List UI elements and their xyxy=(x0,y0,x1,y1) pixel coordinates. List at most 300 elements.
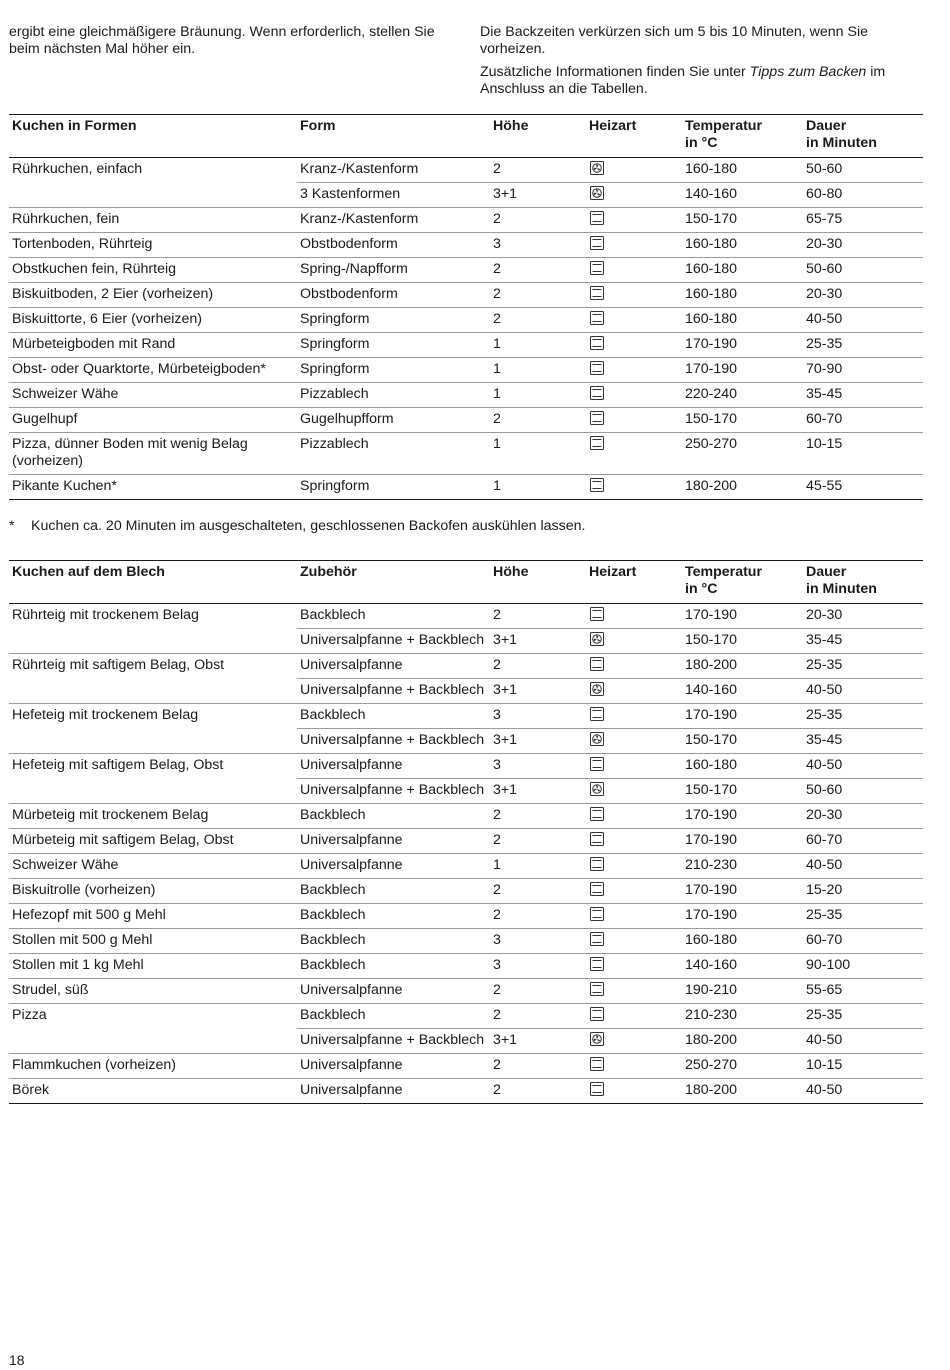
row-form: Universalpfanne xyxy=(297,1054,490,1079)
header-mode: Heizart xyxy=(586,561,682,604)
top-bottom-heat-icon xyxy=(590,932,604,946)
row-duration: 50-60 xyxy=(803,158,923,183)
hot-air-icon xyxy=(590,782,604,796)
row-height: 2 xyxy=(490,804,586,829)
row-name: Börek xyxy=(9,1079,297,1104)
top-bottom-heat-icon xyxy=(590,607,604,621)
row-form: Backblech xyxy=(297,604,490,629)
row-form: Springform xyxy=(297,333,490,358)
row-duration: 25-35 xyxy=(803,654,923,679)
row-height: 2 xyxy=(490,308,586,333)
table-header-row xyxy=(9,561,923,604)
row-height: 2 xyxy=(490,158,586,183)
row-name: Biskuitrolle (vorheizen) xyxy=(9,879,297,904)
row-mode xyxy=(586,1079,682,1104)
row-mode xyxy=(586,804,682,829)
row-mode xyxy=(586,358,682,383)
table-row xyxy=(9,258,923,283)
header-duration-line2: in Minuten xyxy=(806,135,877,151)
table-row xyxy=(9,704,923,729)
intro-text-part: Zusätzliche Informationen finden Sie unter xyxy=(480,64,750,80)
header-duration-line1: Dauer xyxy=(806,118,847,134)
row-form: Kranz-/Kastenform xyxy=(297,208,490,233)
row-form: Universalpfanne + Backblech xyxy=(297,779,490,804)
header-temperature-line2: in °C xyxy=(685,581,718,597)
row-name xyxy=(9,1029,297,1054)
top-bottom-heat-icon xyxy=(590,311,604,325)
row-form: Gugelhupfform xyxy=(297,408,490,433)
row-mode xyxy=(586,629,682,654)
row-form: Universalpfanne xyxy=(297,654,490,679)
row-duration: 70-90 xyxy=(803,358,923,383)
hot-air-icon xyxy=(590,632,604,646)
row-temperature: 170-190 xyxy=(682,333,803,358)
hot-air-icon xyxy=(590,161,604,175)
row-temperature: 150-170 xyxy=(682,408,803,433)
row-height: 3 xyxy=(490,754,586,779)
table-row xyxy=(9,829,923,854)
row-height: 2 xyxy=(490,1079,586,1104)
row-form: Backblech xyxy=(297,1004,490,1029)
row-temperature: 180-200 xyxy=(682,654,803,679)
table-row xyxy=(9,408,923,433)
header-height: Höhe xyxy=(490,115,586,158)
row-name: Stollen mit 1 kg Mehl xyxy=(9,954,297,979)
row-height: 1 xyxy=(490,358,586,383)
row-mode xyxy=(586,233,682,258)
table-row xyxy=(9,879,923,904)
row-duration: 45-55 xyxy=(803,475,923,500)
row-temperature: 160-180 xyxy=(682,754,803,779)
row-temperature: 160-180 xyxy=(682,258,803,283)
row-temperature: 170-190 xyxy=(682,879,803,904)
row-duration: 25-35 xyxy=(803,704,923,729)
row-name: Biskuitboden, 2 Eier (vorheizen) xyxy=(9,283,297,308)
row-temperature: 170-190 xyxy=(682,904,803,929)
row-temperature: 150-170 xyxy=(682,629,803,654)
row-duration: 55-65 xyxy=(803,979,923,1004)
header-duration xyxy=(803,115,923,158)
table-row xyxy=(9,1029,923,1054)
row-temperature: 150-170 xyxy=(682,779,803,804)
row-height: 2 xyxy=(490,879,586,904)
row-mode xyxy=(586,158,682,183)
row-mode xyxy=(586,475,682,500)
row-mode xyxy=(586,679,682,704)
row-height: 1 xyxy=(490,475,586,500)
row-temperature: 250-270 xyxy=(682,433,803,475)
intro-left-paragraph: ergibt eine gleichmäßigere Bräunung. Wenn erforderlich, stellen Sie beim nächsten Mal höher ein. xyxy=(9,24,435,57)
row-height: 1 xyxy=(490,383,586,408)
row-name: Hefeteig mit saftigem Belag, Obst xyxy=(12,757,224,773)
row-height: 2 xyxy=(490,829,586,854)
row-duration: 40-50 xyxy=(803,308,923,333)
row-mode xyxy=(586,258,682,283)
table-row xyxy=(9,654,923,679)
row-duration: 20-30 xyxy=(803,804,923,829)
row-temperature: 150-170 xyxy=(682,729,803,754)
top-bottom-heat-icon xyxy=(590,907,604,921)
row-form: Universalpfanne + Backblech xyxy=(297,679,490,704)
row-form: Universalpfanne + Backblech xyxy=(297,629,490,654)
row-mode xyxy=(586,954,682,979)
top-bottom-heat-icon xyxy=(590,882,604,896)
row-temperature: 210-230 xyxy=(682,1004,803,1029)
row-mode xyxy=(586,654,682,679)
top-bottom-heat-icon xyxy=(590,336,604,350)
row-mode xyxy=(586,779,682,804)
hot-air-icon xyxy=(590,682,604,696)
row-duration: 40-50 xyxy=(803,854,923,879)
row-name xyxy=(9,629,297,654)
table-header-row xyxy=(9,115,923,158)
row-temperature: 160-180 xyxy=(682,929,803,954)
row-temperature: 150-170 xyxy=(682,208,803,233)
row-name: Gugelhupf xyxy=(9,408,297,433)
row-temperature: 140-160 xyxy=(682,954,803,979)
row-mode xyxy=(586,979,682,1004)
row-duration: 65-75 xyxy=(803,208,923,233)
row-name: Hefezopf mit 500 g Mehl xyxy=(9,904,297,929)
row-mode xyxy=(586,208,682,233)
row-form: Universalpfanne xyxy=(297,829,490,854)
row-temperature: 160-180 xyxy=(682,308,803,333)
header-mode: Heizart xyxy=(586,115,682,158)
top-bottom-heat-icon xyxy=(590,657,604,671)
table-row xyxy=(9,729,923,754)
row-name: Rührkuchen, fein xyxy=(9,208,297,233)
row-height: 2 xyxy=(490,1004,586,1029)
row-form: Springform xyxy=(297,308,490,333)
row-height: 3+1 xyxy=(490,729,586,754)
footnote xyxy=(9,518,923,538)
table-row xyxy=(9,183,923,208)
row-name xyxy=(9,779,297,804)
row-form: Backblech xyxy=(297,879,490,904)
row-form: Springform xyxy=(297,475,490,500)
table-row xyxy=(9,158,923,183)
header-temperature-line1: Temperatur xyxy=(685,118,762,134)
header-height: Höhe xyxy=(490,561,586,604)
row-form: Universalpfanne + Backblech xyxy=(297,729,490,754)
row-form: Pizzablech xyxy=(297,433,490,475)
row-duration: 60-80 xyxy=(803,183,923,208)
row-temperature: 250-270 xyxy=(682,1054,803,1079)
row-mode xyxy=(586,1054,682,1079)
row-mode xyxy=(586,854,682,879)
header-name: Kuchen in Formen xyxy=(9,115,297,158)
row-temperature: 170-190 xyxy=(682,804,803,829)
table-row xyxy=(9,804,923,829)
row-mode xyxy=(586,704,682,729)
intro-text-part: im Anschluss an die Tabellen. xyxy=(480,64,886,97)
tips-reference: Tipps zum Backen xyxy=(749,64,867,80)
top-bottom-heat-icon xyxy=(590,807,604,821)
row-mode xyxy=(586,1029,682,1054)
table-body xyxy=(9,158,923,500)
hot-air-icon xyxy=(590,186,604,200)
footnote-mark: * xyxy=(9,518,15,534)
table-row xyxy=(9,854,923,879)
row-name: Schweizer Wähe xyxy=(9,854,297,879)
row-duration: 25-35 xyxy=(803,904,923,929)
row-name: Flammkuchen (vorheizen) xyxy=(9,1054,297,1079)
row-height: 3+1 xyxy=(490,183,586,208)
row-height: 1 xyxy=(490,854,586,879)
row-duration: 35-45 xyxy=(803,383,923,408)
top-bottom-heat-icon xyxy=(590,361,604,375)
row-height: 2 xyxy=(490,904,586,929)
row-temperature: 170-190 xyxy=(682,829,803,854)
row-duration: 40-50 xyxy=(803,754,923,779)
row-form: Pizzablech xyxy=(297,383,490,408)
row-form: Universalpfanne xyxy=(297,1079,490,1104)
row-duration: 25-35 xyxy=(803,1004,923,1029)
row-duration: 60-70 xyxy=(803,408,923,433)
row-mode xyxy=(586,183,682,208)
row-mode xyxy=(586,308,682,333)
row-mode xyxy=(586,754,682,779)
row-form: Kranz-/Kastenform xyxy=(297,158,490,183)
row-mode xyxy=(586,729,682,754)
row-duration: 60-70 xyxy=(803,829,923,854)
table-row xyxy=(9,433,923,475)
row-name: Mürbeteig mit saftigem Belag, Obst xyxy=(9,829,297,854)
row-height: 2 xyxy=(490,258,586,283)
table-row xyxy=(9,679,923,704)
row-duration: 35-45 xyxy=(803,629,923,654)
table-row xyxy=(9,308,923,333)
top-bottom-heat-icon xyxy=(590,261,604,275)
row-form: Backblech xyxy=(297,704,490,729)
cakes-in-tins-table xyxy=(9,114,923,500)
row-mode xyxy=(586,904,682,929)
row-name xyxy=(9,183,297,208)
row-duration: 50-60 xyxy=(803,779,923,804)
page-number: 18 xyxy=(9,1352,25,1368)
row-height: 3+1 xyxy=(490,779,586,804)
row-name: Rührteig mit trockenem Belag xyxy=(12,607,199,623)
table-row xyxy=(9,283,923,308)
row-name: Tortenboden, Rührteig xyxy=(9,233,297,258)
intro-text xyxy=(9,24,923,104)
row-mode xyxy=(586,283,682,308)
header-temperature xyxy=(682,115,803,158)
row-duration: 40-50 xyxy=(803,1079,923,1104)
intro-left-column xyxy=(9,24,459,64)
row-name: Obst- oder Quarktorte, Mürbeteigboden* xyxy=(9,358,297,383)
row-mode xyxy=(586,879,682,904)
intro-right-paragraph-1: Die Backzeiten verkürzen sich um 5 bis 10 Minuten, wenn Sie vorheizen. xyxy=(480,24,868,57)
row-height: 3+1 xyxy=(490,679,586,704)
top-bottom-heat-icon xyxy=(590,757,604,771)
row-name: Mürbeteig mit trockenem Belag xyxy=(9,804,297,829)
row-name: Schweizer Wähe xyxy=(9,383,297,408)
row-form: Universalpfanne xyxy=(297,754,490,779)
row-height: 2 xyxy=(490,979,586,1004)
table-row xyxy=(9,754,923,779)
row-mode xyxy=(586,829,682,854)
row-form: Backblech xyxy=(297,904,490,929)
row-height: 3 xyxy=(490,233,586,258)
row-duration: 90-100 xyxy=(803,954,923,979)
table-row xyxy=(9,779,923,804)
top-bottom-heat-icon xyxy=(590,707,604,721)
intro-right-column xyxy=(480,24,923,104)
top-bottom-heat-icon xyxy=(590,211,604,225)
row-temperature: 190-210 xyxy=(682,979,803,1004)
header-accessory: Zubehör xyxy=(297,561,490,604)
row-duration: 10-15 xyxy=(803,1054,923,1079)
header-duration-line1: Dauer xyxy=(806,564,847,580)
row-duration: 40-50 xyxy=(803,679,923,704)
row-temperature: 210-230 xyxy=(682,854,803,879)
row-height: 3 xyxy=(490,704,586,729)
row-name: Hefeteig mit trockenem Belag xyxy=(12,707,199,723)
row-name: Pizza xyxy=(12,1007,47,1023)
top-bottom-heat-icon xyxy=(590,478,604,492)
table-row xyxy=(9,629,923,654)
row-temperature: 180-200 xyxy=(682,1079,803,1104)
row-temperature: 170-190 xyxy=(682,704,803,729)
row-height: 2 xyxy=(490,654,586,679)
row-form: Universalpfanne + Backblech xyxy=(297,1029,490,1054)
row-form: Springform xyxy=(297,358,490,383)
row-mode xyxy=(586,333,682,358)
row-form: Obstbodenform xyxy=(297,233,490,258)
row-temperature: 180-200 xyxy=(682,1029,803,1054)
top-bottom-heat-icon xyxy=(590,1057,604,1071)
row-duration: 15-20 xyxy=(803,879,923,904)
table-row xyxy=(9,929,923,954)
row-duration: 50-60 xyxy=(803,258,923,283)
row-height: 1 xyxy=(490,433,586,475)
row-name: Stollen mit 500 g Mehl xyxy=(9,929,297,954)
row-temperature: 140-160 xyxy=(682,679,803,704)
table-row xyxy=(9,358,923,383)
row-name: Mürbeteigboden mit Rand xyxy=(9,333,297,358)
top-bottom-heat-icon xyxy=(590,436,604,450)
row-height: 2 xyxy=(490,604,586,629)
top-bottom-heat-icon xyxy=(590,982,604,996)
top-bottom-heat-icon xyxy=(590,857,604,871)
table-row xyxy=(9,233,923,258)
row-mode xyxy=(586,408,682,433)
cakes-on-tray-table xyxy=(9,560,923,1104)
row-duration: 20-30 xyxy=(803,604,923,629)
top-bottom-heat-icon xyxy=(590,1007,604,1021)
row-duration: 20-30 xyxy=(803,283,923,308)
table-row xyxy=(9,475,923,500)
table-body xyxy=(9,604,923,1104)
row-form: Universalpfanne xyxy=(297,854,490,879)
row-temperature: 160-180 xyxy=(682,283,803,308)
row-duration: 10-15 xyxy=(803,433,923,475)
table-row xyxy=(9,208,923,233)
row-name: Rührkuchen, einfach xyxy=(12,161,143,177)
row-height: 1 xyxy=(490,333,586,358)
row-name: Pizza, dünner Boden mit wenig Belag (vorheizen) xyxy=(9,433,297,475)
row-form: 3 Kastenformen xyxy=(297,183,490,208)
row-form: Backblech xyxy=(297,954,490,979)
row-duration: 35-45 xyxy=(803,729,923,754)
header-name: Kuchen auf dem Blech xyxy=(9,561,297,604)
row-height: 2 xyxy=(490,283,586,308)
top-bottom-heat-icon xyxy=(590,411,604,425)
table-row xyxy=(9,1004,923,1029)
row-mode xyxy=(586,604,682,629)
row-form: Obstbodenform xyxy=(297,283,490,308)
row-temperature: 160-180 xyxy=(682,233,803,258)
row-height: 3 xyxy=(490,954,586,979)
row-name: Pikante Kuchen* xyxy=(9,475,297,500)
row-temperature: 170-190 xyxy=(682,358,803,383)
top-bottom-heat-icon xyxy=(590,1082,604,1096)
row-height: 3 xyxy=(490,929,586,954)
header-temperature-line2: in °C xyxy=(685,135,718,151)
row-name: Rührteig mit saftigem Belag, Obst xyxy=(12,657,225,673)
row-duration: 60-70 xyxy=(803,929,923,954)
row-mode xyxy=(586,433,682,475)
top-bottom-heat-icon xyxy=(590,957,604,971)
row-name xyxy=(9,679,297,704)
hot-air-icon xyxy=(590,732,604,746)
row-name: Biskuittorte, 6 Eier (vorheizen) xyxy=(9,308,297,333)
row-name xyxy=(9,729,297,754)
intro-right-paragraph-2 xyxy=(480,64,923,98)
row-height: 2 xyxy=(490,1054,586,1079)
row-form: Spring-/Napfform xyxy=(297,258,490,283)
row-temperature: 220-240 xyxy=(682,383,803,408)
row-duration: 20-30 xyxy=(803,233,923,258)
row-height: 3+1 xyxy=(490,629,586,654)
row-temperature: 140-160 xyxy=(682,183,803,208)
table-row xyxy=(9,383,923,408)
row-mode xyxy=(586,383,682,408)
footnote-text: Kuchen ca. 20 Minuten im ausgeschalteten, geschlossenen Backofen auskühlen lassen. xyxy=(31,518,586,534)
table-row xyxy=(9,333,923,358)
row-temperature: 180-200 xyxy=(682,475,803,500)
row-form: Backblech xyxy=(297,929,490,954)
row-temperature: 160-180 xyxy=(682,158,803,183)
top-bottom-heat-icon xyxy=(590,832,604,846)
row-form: Backblech xyxy=(297,804,490,829)
header-temperature-line1: Temperatur xyxy=(685,564,762,580)
row-form: Universalpfanne xyxy=(297,979,490,1004)
top-bottom-heat-icon xyxy=(590,236,604,250)
top-bottom-heat-icon xyxy=(590,286,604,300)
row-duration: 40-50 xyxy=(803,1029,923,1054)
table-row xyxy=(9,1054,923,1079)
row-mode xyxy=(586,929,682,954)
table-row xyxy=(9,954,923,979)
header-duration-line2: in Minuten xyxy=(806,581,877,597)
row-height: 2 xyxy=(490,208,586,233)
row-duration: 25-35 xyxy=(803,333,923,358)
table-row xyxy=(9,979,923,1004)
header-duration xyxy=(803,561,923,604)
row-name: Obstkuchen fein, Rührteig xyxy=(9,258,297,283)
row-height: 3+1 xyxy=(490,1029,586,1054)
table-row xyxy=(9,1079,923,1104)
hot-air-icon xyxy=(590,1032,604,1046)
row-height: 2 xyxy=(490,408,586,433)
row-name: Strudel, süß xyxy=(9,979,297,1004)
header-form: Form xyxy=(297,115,490,158)
top-bottom-heat-icon xyxy=(590,386,604,400)
table-row xyxy=(9,604,923,629)
table-row xyxy=(9,904,923,929)
